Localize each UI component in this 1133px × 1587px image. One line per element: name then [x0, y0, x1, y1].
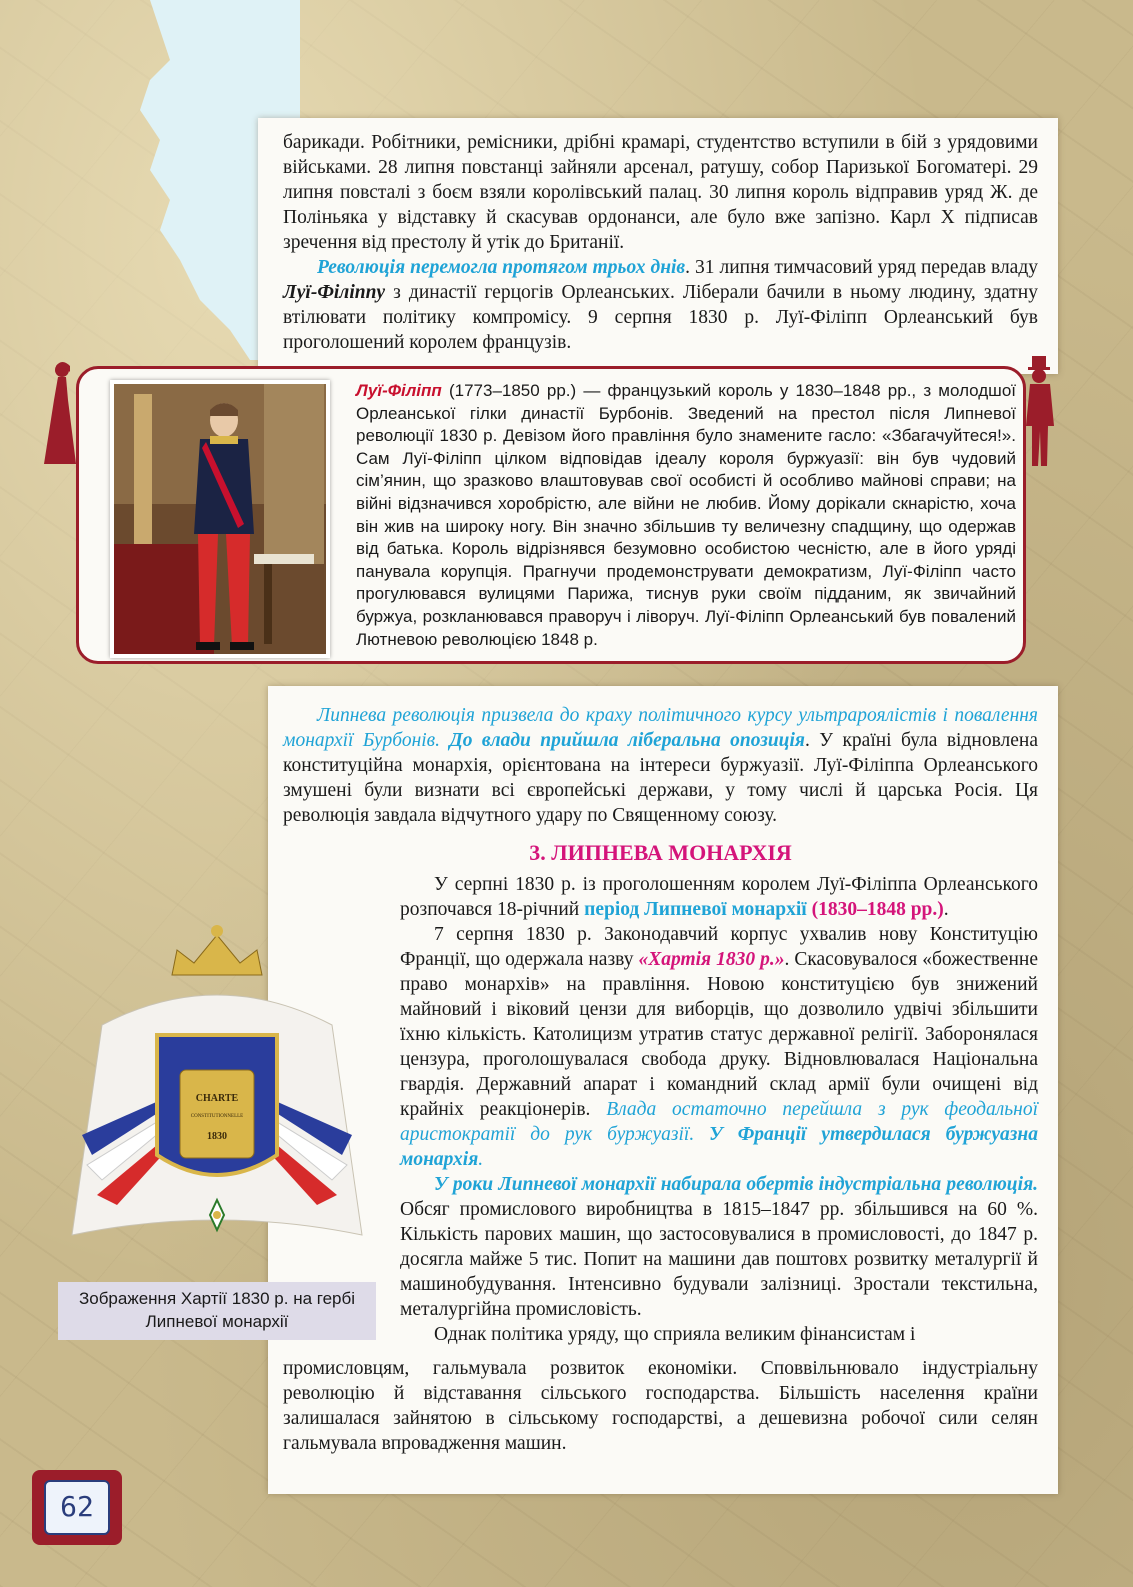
section-text-block: [400, 872, 1038, 1347]
map-background: [0, 0, 300, 360]
highlight-text: Влада остаточно перейшла з рук феодальної аристократії до рук буржуазії.: [400, 1099, 1038, 1145]
bio-body: (1773–1850 рр.) — французький король у 1830–1848 рр., з молодшої Орлеанської гілки династії Бурбонів. Зведений на престол після Липневої революції 1830 р. Девізом його правління було знамените гасло: «Збагачуйтеся!». Сам Луї-Філіпп цілком відповідав ідеалу короля буржуазії: він був чудовий сім’янин, що зразково влаштовував свої особисті й особливо майнові справи; на війні відзначився хоробрістю, але війни не любив. Йому дорікали скнарістю, хоча він жив на широку ногу. Він значно збільшив ту величезну спадщину, що одержав від батька. Король відрізнявся безумовно особистою чесністю, але в його уряді панувала корупція. Прагнучи продемонструвати демократизм, Луї-Філіпп часто прогулювався вулицями Парижа, тиснув руки своїм підданим, як звичайний буржуа, розкланювався праворуч і ліворуч. Луї-Філіпп Орлеанський був повалений Лютневою революцією 1848 р.: [356, 381, 1016, 649]
highlight-text: Липнева революція призвела до краху політичного курсу ультрароялістів і повалення монархії Бурбонів.: [283, 705, 1038, 751]
section-text-block-wide: [283, 1356, 1038, 1456]
text-run: .: [943, 899, 949, 920]
charter-book-line3: 1830: [207, 1131, 227, 1142]
text-run: . 31 липня тимчасовий уряд передав владу: [685, 257, 1038, 278]
paragraph: [283, 255, 1038, 355]
paragraph: [283, 703, 1038, 828]
section-heading: 3. ЛИПНЕВА МОНАРХІЯ: [529, 840, 792, 865]
image-caption: [58, 1282, 376, 1340]
middle-text-block: [283, 703, 1038, 828]
text-run: .: [478, 1149, 484, 1170]
top-text-block: [283, 130, 1038, 355]
caption-line: Зображення Хартії 1830 р. на гербі: [78, 1289, 356, 1308]
highlight-text: До влади прийшла ліберальна опозиція: [449, 730, 805, 751]
paragraph: Однак політика уряду, що сприяла великим фінансистам і: [434, 1324, 916, 1345]
charter-book-line1: CHARTE: [195, 1093, 239, 1104]
term-dates: (1830–1848 рр.): [811, 899, 944, 920]
term-highlight: «Хартія 1830 р.»: [638, 949, 785, 970]
highlight-text: У Франції утвердилася буржуазна монархія: [400, 1124, 1038, 1170]
paragraph: промисловцям, гальмувала розвиток економіки. Споввільнювало індустріальну революцію й відставання сільського господарства. Більшість населення країни залишалася зайнятою в сільському господарстві, а дешевизна робочої сили селян гальмувала впровадження машин.: [283, 1358, 1038, 1454]
text-run: У серпні 1830 р. із проголошенням королем Луї-Філіппа Орлеанського розпочався 18-річний: [400, 874, 1038, 920]
biography-text: [356, 380, 1016, 651]
text-run: 7 серпня 1830 р. Законодавчий корпус ухвалив нову Конституцію Франції, що одержала назву: [400, 924, 1038, 970]
page-number: 62: [44, 1480, 110, 1535]
paragraph: [400, 922, 1038, 1172]
highlight-text: У роки Липневої монархії набирала обертів індустріальна революція.: [434, 1174, 1038, 1195]
charter-book-line2: CONSTITUTIONNELLE: [190, 1114, 244, 1119]
portrait-image: [114, 384, 326, 654]
term-highlight: період Липневої монархії: [584, 899, 807, 920]
coat-of-arms-image: [62, 905, 372, 1275]
paragraph: [400, 1172, 1038, 1322]
emphasis-name: Луї-Філіппу: [283, 282, 386, 303]
gentleman-silhouette-icon: [1020, 356, 1060, 466]
text-run: Обсяг промислового виробництва в 1815–1847 рр. збільшився на 60 %. Кількість парових машин, що застосовувалися в промисловості, до 1847 р. досягла майже 5 тис. Попит на машини дав поштовх розвитку металургії й машинобудування. Інтенсивно будували залізниці. Зростали текстильна, металургійна промисловість.: [400, 1199, 1038, 1320]
paragraph: барикади. Робітники, ремісники, дрібні крамарі, студентство вступили в бій з урядовими військами. 28 липня повстанці зайняли арсенал, ратушу, собор Паризької Богоматері. 29 липня повсталі з боєм взяли королівський палац. 30 липня король відправив уряд Ж. де Поліньяка у відставку й скасував ордонанси, але було вже запізно. Карл Х підписав зречення від престолу й утік до Британії.: [283, 132, 1038, 253]
text-run: . Скасовувалося «божественне право монархів» на правління. Новою конституцією був знижений майновий і віковий цензи для виборців, що дозволило удвічі збільшити їхню кількість. Католицизм утратив статус державної релігії. Заборонялася цензура, проголошувалася свобода друку. Відновлювалася Національна гвардія. Державний апарат і командний склад армії були очищені від крайніх реакціонерів.: [400, 949, 1038, 1120]
highlight-text: Революція перемогла протягом трьох днів: [317, 257, 686, 278]
text-run: . У країні була відновлена конституційна монархія, орієнтована на інтереси буржуазії. Луї-Філіппа Орлеанського змушені були визнати всі європейські держави, у тому числі й царська Росія. Ця революція завдала відчутного удару по Священному союзу.: [283, 730, 1039, 826]
caption-line: Липневої монархії: [145, 1312, 289, 1331]
text-run: з династії герцогів Орлеанських. Ліберали бачили в ньому людину, здатну втілювати політику компромісу. 9 серпня 1830 р. Луї-Філіпп Орлеанський був проголошений королем французів.: [283, 282, 1038, 353]
bio-name: Луї-Філіпп: [356, 381, 442, 400]
portrait-louis-philippe: [110, 380, 330, 658]
paragraph: [400, 872, 1038, 922]
lady-silhouette-icon: [42, 360, 78, 464]
